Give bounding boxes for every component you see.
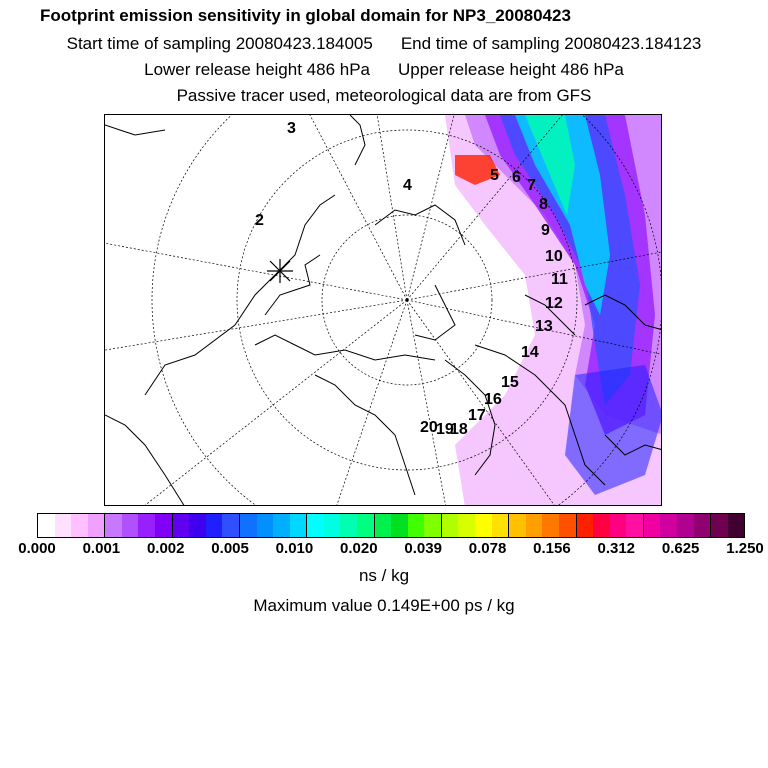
- trajectory-label: 17: [468, 407, 486, 424]
- colorbar-segment: [71, 514, 88, 537]
- colorbar-tick-label: 0.312: [597, 540, 636, 557]
- colorbar-segment: [38, 514, 55, 537]
- colorbar-segment: [577, 514, 594, 537]
- trajectory-label: 5: [490, 167, 499, 184]
- colorbar-segment: [728, 514, 745, 537]
- colorbar-segment: [492, 514, 510, 537]
- colorbar-tick-label: 0.020: [340, 540, 378, 557]
- start-time-label: Start time of sampling 20080423.184005: [66, 34, 373, 53]
- colorbar-segment: [257, 514, 274, 537]
- trajectory-label: 14: [521, 344, 539, 361]
- colorbar-tick-label: 0.005: [211, 540, 249, 557]
- trajectory-label: 18: [450, 421, 468, 438]
- trajectory-label: 10: [545, 248, 563, 265]
- plot-title: Footprint emission sensitivity in global domain for NP3_20080423: [40, 6, 571, 25]
- trajectory-label: 15: [501, 374, 519, 391]
- trajectory-label: 9: [541, 222, 550, 239]
- trajectory-label: 4: [403, 177, 412, 194]
- sampling-times: [0, 34, 768, 54]
- trajectory-label: 16: [484, 391, 502, 408]
- colorbar-segment: [273, 514, 290, 537]
- colorbar-segment: [424, 514, 442, 537]
- colorbar-segment: [340, 514, 357, 537]
- colorbar-segment: [206, 514, 223, 537]
- colorbar-segment: [290, 514, 308, 537]
- colorbar-segment: [240, 514, 257, 537]
- colorbar-segment: [173, 514, 190, 537]
- colorbar-segment: [408, 514, 425, 537]
- colorbar-segment: [122, 514, 139, 537]
- colorbar-segment: [458, 514, 475, 537]
- colorbar-segment: [88, 514, 106, 537]
- colorbar-segment: [559, 514, 577, 537]
- colorbar-segment: [660, 514, 677, 537]
- colorbar-segment: [222, 514, 240, 537]
- trajectory-label: 6: [512, 169, 521, 186]
- map-canvas: [105, 115, 662, 506]
- maximum-value: Maximum value 0.149E+00 ps / kg: [253, 596, 515, 615]
- colorbar-tick-label: 0.156: [533, 540, 571, 557]
- colorbar-segment: [694, 514, 712, 537]
- upper-release-label: Upper release height 486 hPa: [398, 60, 624, 79]
- trajectory-label: 2: [255, 212, 264, 229]
- tracer-note: Passive tracer used, meteorological data are from GFS: [176, 86, 592, 105]
- colorbar-segment: [509, 514, 526, 537]
- colorbar-segment: [375, 514, 392, 537]
- colorbar-segment: [442, 514, 459, 537]
- colorbar-segment: [189, 514, 206, 537]
- polar-map: [104, 114, 662, 506]
- colorbar-tick-label: 0.002: [146, 540, 185, 557]
- colorbar-tick-label: 0.000: [18, 540, 56, 557]
- colorbar-segment: [526, 514, 543, 537]
- end-time-label: End time of sampling 20080423.184123: [400, 34, 702, 53]
- colorbar-segment: [155, 514, 173, 537]
- release-heights: [0, 60, 768, 80]
- colorbar-segment: [55, 514, 72, 537]
- trajectory-label: 20: [420, 419, 438, 436]
- trajectory-label: 13: [535, 318, 553, 335]
- trajectory-label: 12: [545, 295, 563, 312]
- colorbar-segment: [677, 514, 694, 537]
- colorbar-tick-label: 1.250: [726, 540, 764, 557]
- colorbar-segment: [105, 514, 122, 537]
- colorbar-segment: [593, 514, 610, 537]
- colorbar-tick-label: 0.039: [404, 540, 442, 557]
- colorbar-segment: [610, 514, 627, 537]
- colorbar-segment: [391, 514, 408, 537]
- colorbar-segment: [357, 514, 375, 537]
- colorbar-segment: [307, 514, 324, 537]
- trajectory-label: 19: [436, 421, 454, 438]
- colorbar-segment: [644, 514, 661, 537]
- colorbar-tick-label: 0.001: [82, 540, 121, 557]
- colorbar-segment: [324, 514, 341, 537]
- colorbar-tick-label: 0.078: [468, 540, 507, 557]
- colorbar-segment: [138, 514, 155, 537]
- colorbar: [37, 513, 745, 538]
- colorbar-tick-label: 0.625: [661, 540, 700, 557]
- colorbar-segment: [542, 514, 559, 537]
- colorbar-segment: [711, 514, 728, 537]
- trajectory-label: 11: [551, 271, 568, 288]
- colorbar-unit: ns / kg: [358, 566, 410, 585]
- colorbar-ticks: [0, 540, 768, 560]
- trajectory-label: 3: [287, 120, 296, 137]
- trajectory-label: 8: [539, 196, 548, 213]
- asterisk-icon: [267, 259, 293, 283]
- colorbar-segment: [475, 514, 492, 537]
- colorbar-segment: [626, 514, 644, 537]
- lower-release-label: Lower release height 486 hPa: [144, 60, 370, 79]
- colorbar-tick-label: 0.010: [275, 540, 314, 557]
- trajectory-label: 7: [527, 177, 536, 194]
